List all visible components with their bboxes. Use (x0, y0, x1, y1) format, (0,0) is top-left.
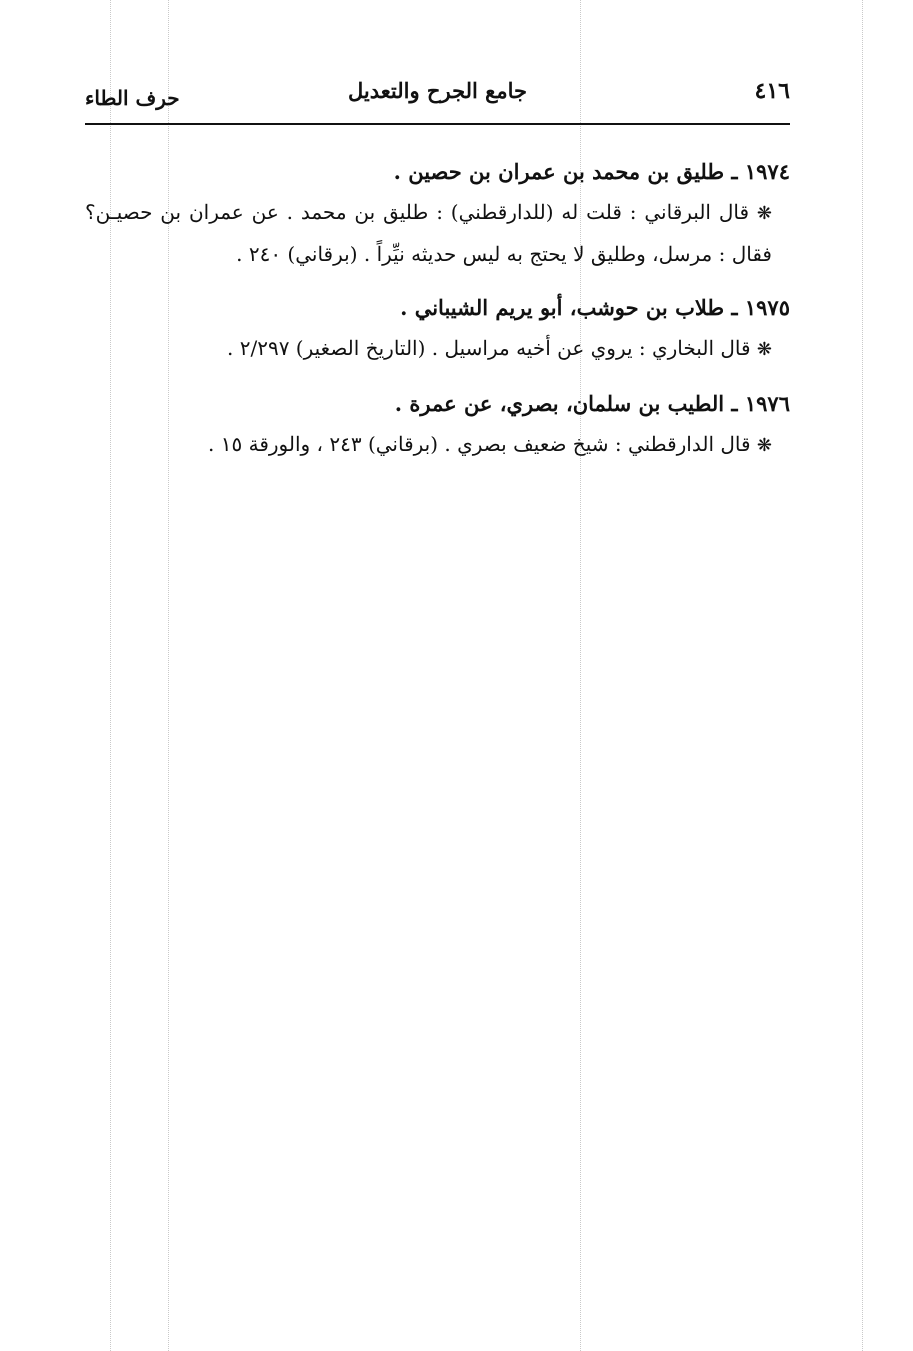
star-icon: ❋ (756, 339, 772, 360)
page-header (85, 70, 790, 120)
star-icon: ❋ (756, 203, 773, 224)
entry-body: قال البرقاني : قلت له (للدارقطني) : طليق بن محمد . عن عمران بن حصيـن؟فقال : مرسل، وطليق لا يحتج به ليس حديثه نيِّراً . (برقاني) ٢٤٠ . (85, 200, 772, 266)
entry-1974 (85, 152, 790, 274)
book-title: جامع الجرح والتعديل (348, 78, 527, 103)
entry-body: قال الدارقطني : شيخ ضعيف بصري . (برقاني) ٢٤٣ ، والورقة ١٥ . (208, 432, 751, 456)
entry-1975 (85, 288, 790, 370)
entry-body: قال البخاري : يروي عن أخيه مراسيل . (التاريخ الصغير) ٢/٢٩٧ . (227, 336, 751, 360)
entry-heading: ١٩٧٤ ـ طليق بن محمد بن عمران بن حصين . (393, 159, 790, 184)
entry-heading: ١٩٧٦ ـ الطيب بن سلمان، بصري، عن عمرة . (394, 391, 790, 416)
entry-text (85, 328, 790, 370)
page-number: ٤١٦ (754, 78, 790, 104)
entry-text (85, 192, 790, 274)
entry-heading: ١٩٧٥ ـ طلاب بن حوشب، أبو يريم الشيباني . (400, 295, 790, 320)
scan-guide-line (862, 0, 863, 1351)
entry-text (85, 424, 790, 466)
header-divider (85, 123, 790, 125)
star-icon: ❋ (756, 435, 772, 456)
entries-list (85, 152, 790, 480)
chapter-title: حرف الطاء (85, 86, 180, 110)
entry-1976 (85, 384, 790, 466)
